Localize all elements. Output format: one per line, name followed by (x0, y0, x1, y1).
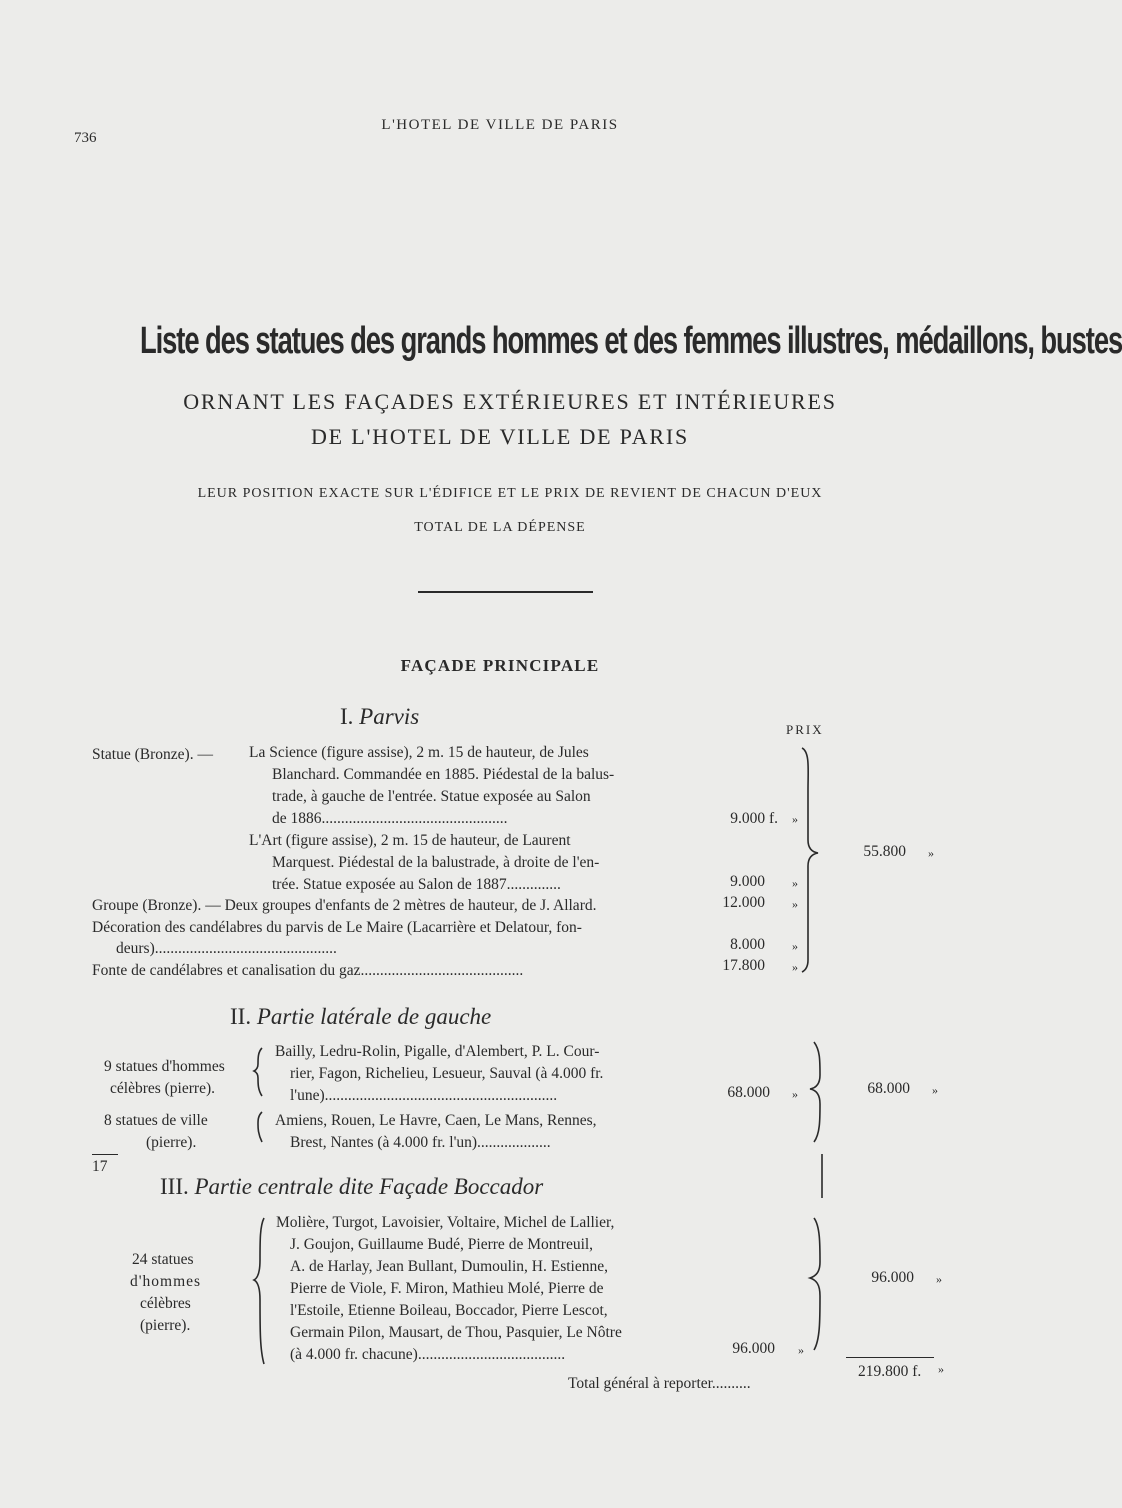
laterale-text-2-line-2: Brest, Nantes (à 4.000 fr. l'un)................... (290, 1134, 551, 1151)
main-title: Liste des statues des grands hommes et des femmes illustres, médaillons, bustes (140, 320, 1122, 362)
raquo-mark: » (932, 1083, 938, 1097)
page-number: 736 (74, 130, 97, 146)
laterale-text-1-line-1: Bailly, Ledru-Rolin, Pigalle, d'Alembert, P. L. Cour- (275, 1043, 600, 1060)
boccador-text-line-4: Pierre de Viole, F. Miron, Mathieu Molé, Pierre de (290, 1280, 604, 1297)
raquo-mark: » (938, 1362, 944, 1376)
laterale-text-1-line-2: rier, Fagon, Richelieu, Lesueur, Sauval (à 4.000 fr. (290, 1065, 604, 1082)
boccador-label-line-3: célèbres (140, 1295, 191, 1312)
subtotal-parvis: 55.800 (863, 843, 906, 860)
decoration-line-2: deurs)............................................... (116, 940, 337, 957)
boccador-label-line-1: 24 statues (132, 1251, 194, 1268)
raquo-mark: » (792, 812, 798, 826)
boccador-text-line-7: (à 4.000 fr. chacune)...................................... (290, 1346, 566, 1363)
raquo-mark: » (928, 846, 934, 860)
laterale-label-2-line-2: (pierre). (146, 1134, 197, 1151)
subtitle-line-2: DE L'HOTEL DE VILLE DE PARIS (310, 424, 690, 449)
amount-laterale: 68.000 (727, 1084, 770, 1101)
subtotal-laterale: 68.000 (867, 1080, 910, 1097)
amount-decoration: 8.000 (730, 936, 765, 953)
laterale-label-2-line-1: 8 statues de ville (104, 1112, 208, 1129)
boccador-text-line-2: J. Goujon, Guillaume Budé, Pierre de Montreuil, (290, 1236, 594, 1253)
science-line-4: de 1886................................................ (272, 810, 508, 827)
section-2-number: II. (230, 1004, 252, 1029)
amount-fonte: 17.800 (722, 957, 765, 974)
science-line-2: Blanchard. Commandée en 1885. Piédestal de la balus- (272, 766, 615, 783)
subtitle-line-4: TOTAL DE LA DÉPENSE (414, 520, 586, 535)
boccador-text-line-6: Germain Pilon, Mausart, de Thou, Pasquier, Le Nôtre (290, 1324, 622, 1341)
section-1-number: I. (340, 704, 354, 729)
raquo-mark: » (936, 1272, 942, 1286)
amount-art: 9.000 (730, 873, 765, 890)
boccador-label-line-2: d'hommes (130, 1273, 202, 1290)
laterale-count-total: 17 (92, 1158, 108, 1175)
boccador-text-line-5: l'Estoile, Etienne Boileau, Boccador, Pierre Lescot, (290, 1302, 608, 1319)
subtitle-line-3: LEUR POSITION EXACTE SUR L'ÉDIFICE ET LE PRIX DE REVIENT DE CHACUN D'EUX (197, 486, 823, 501)
raquo-mark: » (792, 1087, 798, 1101)
groupe-line: Groupe (Bronze). — Deux groupes d'enfants de 2 mètres de hauteur, de J. Allard. (92, 897, 597, 914)
statue-bronze-label: Statue (Bronze). — (92, 746, 213, 763)
grand-total-label: Total général à reporter.......... (568, 1375, 751, 1392)
section-3-name: Partie centrale dite Façade Boccador (194, 1174, 544, 1199)
art-line-2: Marquest. Piédestal de la balustrade, à droite de l'en- (272, 854, 600, 871)
raquo-mark: » (792, 960, 798, 974)
laterale-label-1-line-1: 9 statues d'hommes (104, 1058, 225, 1075)
section-3-number: III. (160, 1174, 189, 1199)
art-line-3: trée. Statue exposée au Salon de 1887.............. (272, 876, 561, 893)
science-line-3: trade, à gauche de l'entrée. Statue exposée au Salon (272, 788, 591, 805)
amount-science: 9.000 f. (730, 810, 778, 827)
art-line-1: L'Art (figure assise), 2 m. 15 de hauteur, de Laurent (249, 832, 571, 849)
subtotal-boccador: 96.000 (871, 1269, 914, 1286)
laterale-text-2-line-1: Amiens, Rouen, Le Havre, Caen, Le Mans, Rennes, (275, 1112, 597, 1129)
raquo-mark: » (792, 939, 798, 953)
running-title: L'HOTEL DE VILLE DE PARIS (381, 117, 619, 133)
laterale-text-1-line-3: l'une)............................................................ (290, 1087, 558, 1104)
boccador-text-line-1: Molière, Turgot, Lavoisier, Voltaire, Michel de Lallier, (276, 1214, 615, 1231)
science-line-1: La Science (figure assise), 2 m. 15 de hauteur, de Jules (249, 744, 589, 761)
prix-column-header: PRIX (786, 722, 824, 737)
fonte-line: Fonte de candélabres et canalisation du gaz.......................................... (92, 962, 524, 979)
section-1-name: Parvis (359, 704, 420, 729)
decoration-line-1: Décoration des candélabres du parvis de Le Maire (Lacarrière et Delatour, fon- (92, 919, 582, 936)
raquo-mark: » (792, 897, 798, 911)
amount-boccador: 96.000 (732, 1340, 775, 1357)
grand-total-value: 219.800 f. (858, 1363, 922, 1380)
amount-groupe: 12.000 (722, 894, 765, 911)
subtitle-line-1: ORNANT LES FAÇADES EXTÉRIEURES ET INTÉRIEURES (183, 389, 837, 414)
section-2-name: Partie latérale de gauche (256, 1004, 492, 1029)
facade-heading: FAÇADE PRINCIPALE (400, 656, 600, 675)
raquo-mark: » (792, 876, 798, 890)
boccador-text-line-3: A. de Harlay, Jean Bullant, Dumoulin, H. Estienne, (290, 1258, 608, 1275)
boccador-label-line-4: (pierre). (140, 1317, 191, 1334)
raquo-mark: » (798, 1343, 804, 1357)
laterale-label-1-line-2: célèbres (pierre). (110, 1080, 215, 1097)
